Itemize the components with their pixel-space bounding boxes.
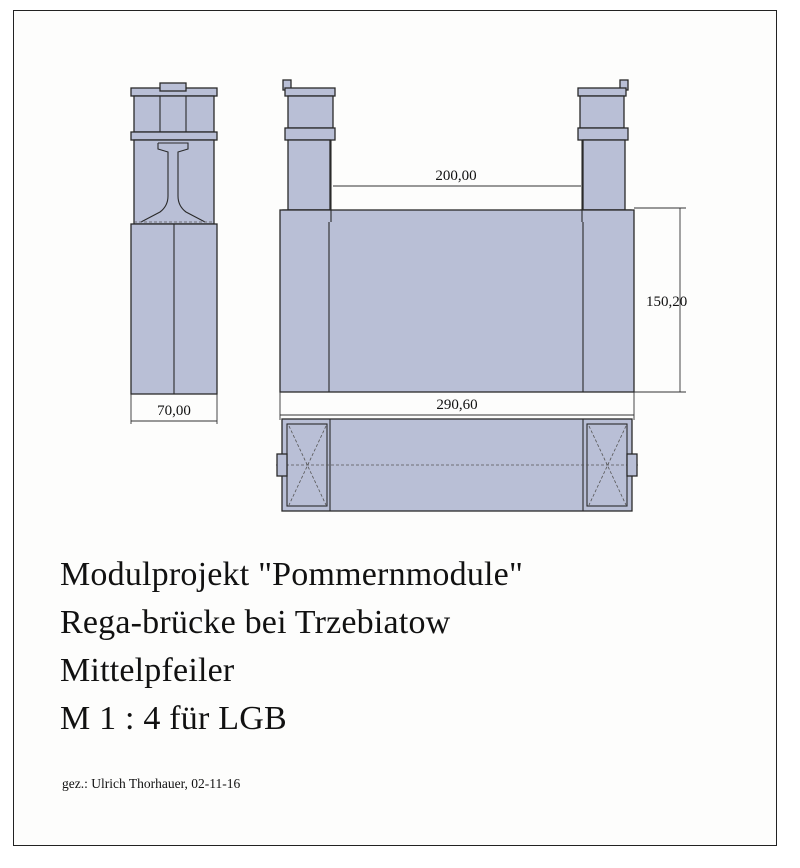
title-line-4: M 1 : 4 für LGB xyxy=(60,700,287,737)
height-dimension xyxy=(634,208,687,392)
height-label: 150,20 xyxy=(646,294,688,310)
plan-view xyxy=(276,419,638,511)
side-width-dimension xyxy=(131,394,217,424)
signature: gez.: Ulrich Thorhauer, 02-11-16 xyxy=(62,776,241,791)
title-line-2: Rega-brücke bei Trzebiatow xyxy=(60,604,451,641)
total-width-label: 290,60 xyxy=(436,397,478,413)
total-width-dimension xyxy=(280,392,634,420)
gap-width-label: 200,00 xyxy=(435,168,477,184)
side-view xyxy=(131,83,217,394)
gap-width-dimension xyxy=(333,168,581,186)
title-line-3: Mittelpfeiler xyxy=(60,652,235,689)
side-width-label: 70,00 xyxy=(157,403,191,419)
title-line-1: Modulprojekt "Pommernmodule" xyxy=(60,556,524,593)
front-view xyxy=(280,80,634,392)
